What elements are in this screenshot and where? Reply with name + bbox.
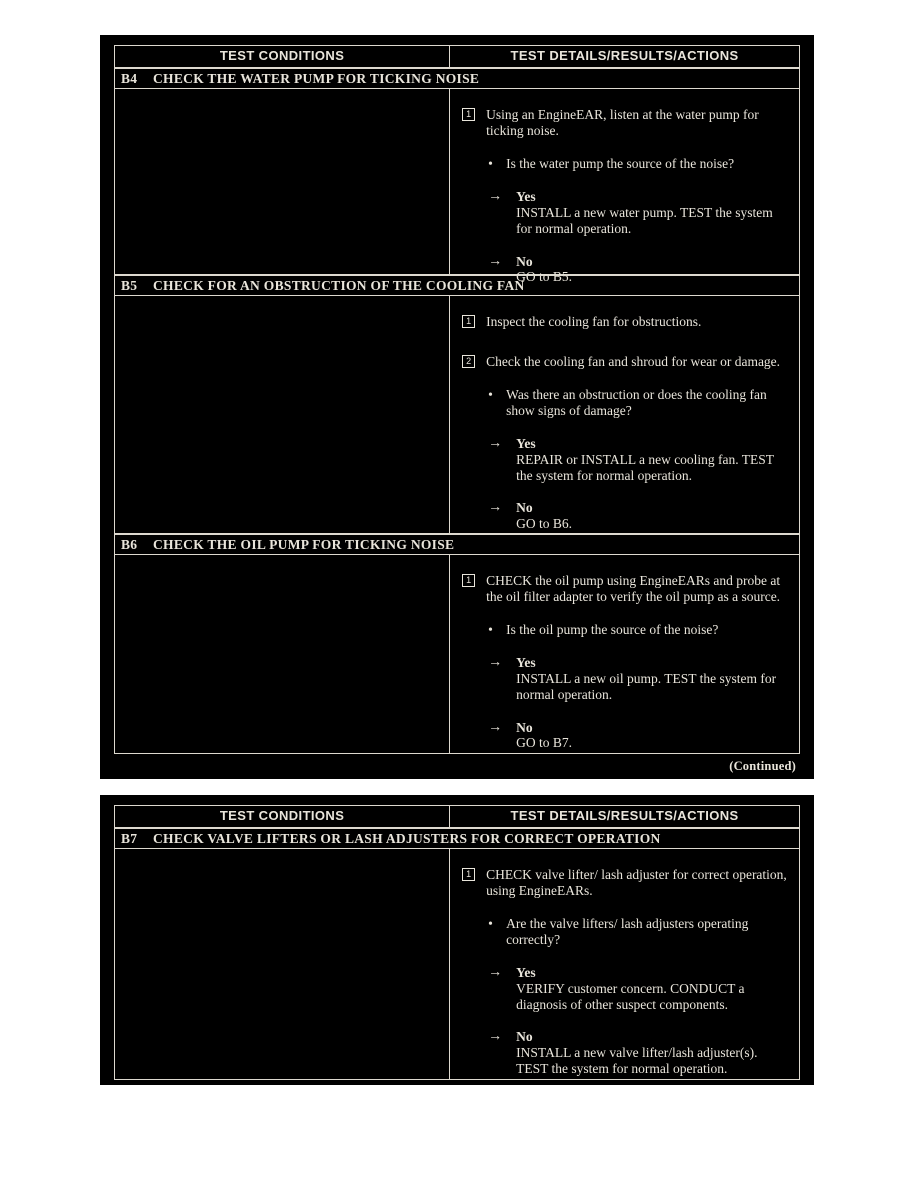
result-no	[488, 500, 789, 532]
arrow-icon: →	[488, 964, 503, 980]
section-id: B6	[121, 537, 138, 552]
step-text: Check the cooling fan and shroud for wear or damage.	[486, 353, 781, 369]
test-conditions-cell	[115, 89, 450, 274]
section-body-b7	[115, 849, 799, 1079]
question-text: Is the oil pump the source of the noise?	[506, 621, 719, 637]
result-no	[488, 1029, 789, 1077]
result-yes	[488, 965, 789, 1013]
step-number-box: 1	[462, 108, 475, 121]
arrow-icon: →	[488, 188, 503, 204]
arrow-icon: →	[488, 719, 503, 735]
section-title: CHECK THE OIL PUMP FOR TICKING NOISE	[153, 537, 455, 552]
bullet-icon: •	[488, 915, 493, 931]
result-action: INSTALL a new oil pump. TEST the system for normal operation.	[516, 670, 777, 702]
step-text: CHECK valve lifter/ lash adjuster for correct operation, using EngineEARs.	[486, 867, 787, 898]
table-header-row	[115, 806, 799, 828]
diagnostic-table-page-1	[100, 35, 814, 779]
result-label: No	[516, 500, 533, 516]
step-number-box: 1	[462, 574, 475, 587]
step	[462, 314, 789, 330]
result-action: GO to B7.	[516, 735, 573, 751]
question	[488, 156, 789, 172]
step-text: CHECK the oil pump using EngineEARs and probe at the oil filter adapter to verify the oil pump as a source.	[486, 573, 781, 604]
test-conditions-cell	[115, 849, 450, 1079]
test-conditions-cell	[115, 296, 450, 533]
test-details-cell	[450, 555, 799, 753]
result-label: No	[516, 719, 533, 735]
table-header-row	[115, 46, 799, 68]
step	[462, 573, 789, 605]
result-label: No	[516, 253, 533, 269]
question-text: Is the water pump the source of the noise?	[506, 155, 735, 171]
step	[462, 107, 789, 139]
result-action: REPAIR or INSTALL a new cooling fan. TEST the system for normal operation.	[516, 451, 774, 483]
section-body-b6	[115, 555, 799, 753]
question	[488, 622, 789, 638]
result-label: Yes	[516, 964, 536, 980]
arrow-icon: →	[488, 500, 503, 516]
pinpoint-test-table	[114, 805, 800, 1080]
header-test-conditions: TEST CONDITIONS	[115, 806, 450, 827]
section-body-b5	[115, 296, 799, 534]
diagnostic-table-page-2	[100, 795, 814, 1085]
step-number-box: 1	[462, 868, 475, 881]
test-conditions-cell	[115, 555, 450, 753]
step	[462, 867, 789, 899]
result-yes	[488, 436, 789, 484]
continued-label: (Continued)	[729, 759, 796, 773]
result-action: GO to B6.	[516, 516, 573, 532]
step-number-box: 2	[462, 355, 475, 368]
section-id: B7	[121, 831, 138, 846]
header-test-details: TEST DETAILS/RESULTS/ACTIONS	[510, 808, 739, 823]
result-label: Yes	[516, 654, 536, 670]
step-text: Using an EngineEAR, listen at the water pump for ticking noise.	[486, 107, 759, 138]
result-action: INSTALL a new valve lifter/lash adjuster(s). TEST the system for normal operation.	[516, 1045, 758, 1077]
result-label: Yes	[516, 188, 536, 204]
bullet-icon: •	[488, 621, 493, 637]
result-action: INSTALL a new water pump. TEST the system for normal operation.	[516, 204, 773, 236]
section-header-b6	[115, 534, 799, 555]
arrow-icon: →	[488, 253, 503, 269]
result-label: Yes	[516, 435, 536, 451]
section-body-b4	[115, 89, 799, 285]
question	[488, 916, 789, 948]
section-title: CHECK THE WATER PUMP FOR TICKING NOISE	[153, 71, 480, 86]
result-yes	[488, 655, 789, 703]
bullet-icon: •	[488, 386, 493, 402]
test-details-cell	[450, 89, 799, 285]
section-title: CHECK VALVE LIFTERS OR LASH ADJUSTERS FOR CORRECT OPERATION	[153, 831, 661, 846]
result-label: No	[516, 1029, 533, 1045]
section-header-b5	[115, 275, 799, 296]
section-id: B5	[121, 278, 138, 293]
result-yes	[488, 189, 789, 237]
arrow-icon: →	[488, 654, 503, 670]
pinpoint-test-table	[114, 45, 800, 754]
section-id: B4	[121, 71, 138, 86]
arrow-icon: →	[488, 1029, 503, 1045]
result-action: VERIFY customer concern. CONDUCT a diagnosis of other suspect components.	[516, 980, 745, 1012]
section-header-b7	[115, 828, 799, 849]
bullet-icon: •	[488, 155, 493, 171]
section-title: CHECK FOR AN OBSTRUCTION OF THE COOLING FAN	[153, 278, 525, 293]
result-no	[488, 720, 789, 752]
test-details-cell	[450, 849, 799, 1079]
step-text: Inspect the cooling fan for obstructions.	[486, 314, 702, 329]
test-details-cell	[450, 296, 799, 533]
header-test-details: TEST DETAILS/RESULTS/ACTIONS	[510, 48, 739, 63]
question	[488, 387, 789, 419]
header-test-conditions: TEST CONDITIONS	[115, 46, 450, 67]
step-number-box: 1	[462, 315, 475, 328]
step	[462, 354, 789, 370]
section-header-b4	[115, 68, 799, 89]
arrow-icon: →	[488, 435, 503, 451]
question-text: Are the valve lifters/ lash adjusters operating correctly?	[506, 915, 749, 947]
question-text: Was there an obstruction or does the cooling fan show signs of damage?	[506, 386, 767, 418]
result-action: GO to B5.	[516, 269, 573, 285]
